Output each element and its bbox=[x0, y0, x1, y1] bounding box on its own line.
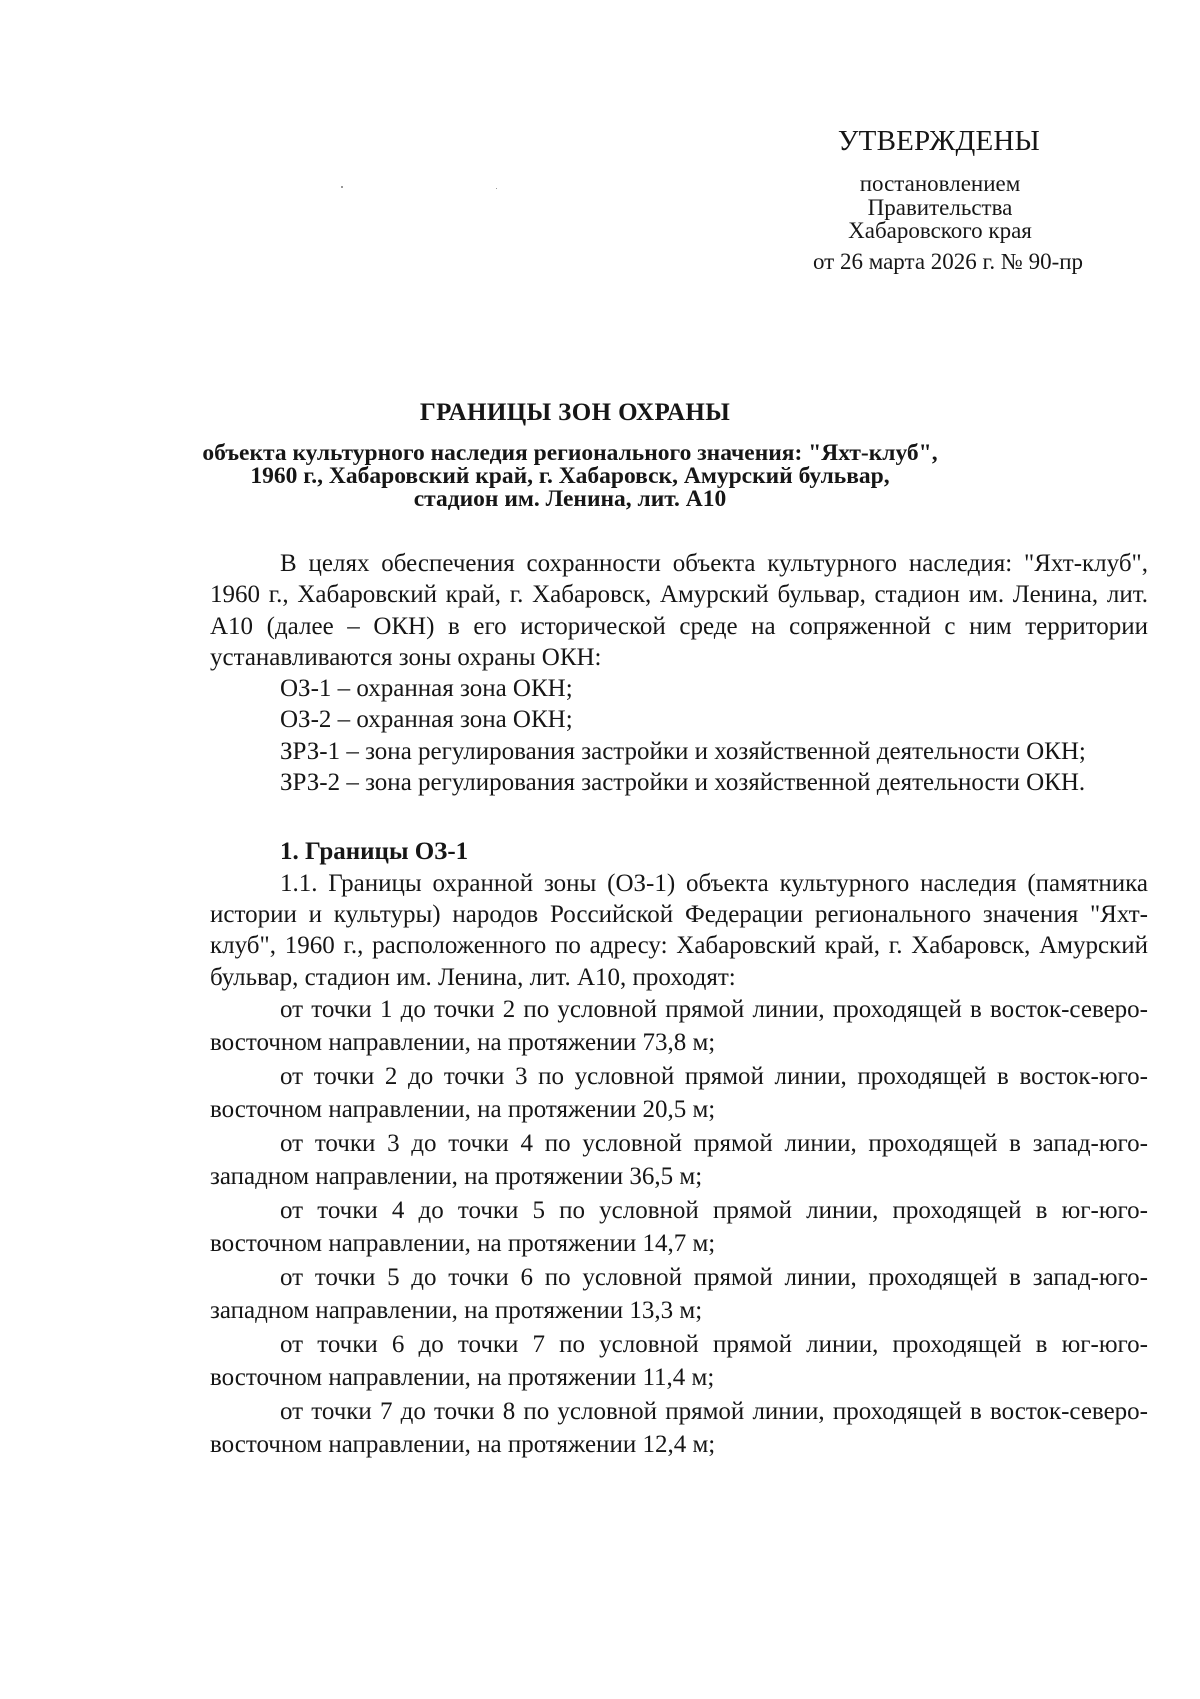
document-title: ГРАНИЦЫ ЗОН ОХРАНЫ bbox=[419, 399, 731, 426]
zone-item: ОЗ-1 – охранная зона ОКН; bbox=[280, 675, 573, 703]
boundary-item: от точки 7 до точки 8 по условной прямой линии, проходящей в восток-северо-восточном направлении, на протяжении 12,4 м; bbox=[210, 1397, 1148, 1459]
decree-reference: от 26 марта 2026 г. № 90-пр bbox=[812, 249, 1084, 274]
zone-item: ЗРЗ-1 – зона регулирования застройки и хозяйственной деятельности ОКН; bbox=[280, 737, 1086, 765]
document-body bbox=[210, 548, 1148, 1462]
approval-heading: УТВЕРЖДЕНЫ bbox=[837, 125, 1041, 157]
subtitle-line: объекта культурного наследия регионального значения: "Яхт-клуб", bbox=[202, 440, 938, 466]
boundary-item: от точки 6 до точки 7 по условной прямой линии, проходящей в юг-юго-восточном направлении, на протяжении 11,4 м; bbox=[210, 1330, 1148, 1392]
approval-authority bbox=[740, 172, 1140, 243]
approval-line: Хабаровского края bbox=[848, 218, 1032, 243]
scan-speck bbox=[341, 186, 343, 188]
document-title-block bbox=[200, 398, 950, 511]
boundary-item: от точки 2 до точки 3 по условной прямой линии, проходящей в восток-юго-восточном направлении, на протяжении 20,5 м; bbox=[210, 1062, 1148, 1124]
zone-item: ЗРЗ-2 – зона регулирования застройки и хозяйственной деятельности ОКН. bbox=[280, 769, 1086, 797]
boundary-item: от точки 5 до точки 6 по условной прямой линии, проходящей в запад-юго-западном направлении, на протяжении 13,3 м; bbox=[210, 1263, 1148, 1325]
subtitle-line: 1960 г., Хабаровский край, г. Хабаровск, Амурский бульвар, bbox=[250, 463, 890, 489]
boundary-item: от точки 3 до точки 4 по условной прямой линии, проходящей в запад-юго-западном направлении, на протяжении 36,5 м; bbox=[210, 1129, 1148, 1191]
section-content bbox=[210, 868, 1148, 1462]
intro-paragraph: В целях обеспечения сохранности объекта культурного наследия: "Яхт-клуб", 1960 г., Хабаровский край, г. Хабаровск, Амурский бульвар, стадион им. Ленина, лит. А10 (далее – ОКН) в его исторической среде на сопряженной с ним территории устанавливаются зоны охраны ОКН: bbox=[210, 550, 1148, 671]
boundary-item: от точки 4 до точки 5 по условной прямой линии, проходящей в юг-юго-восточном направлении, на протяжении 14,7 м; bbox=[210, 1196, 1148, 1258]
approval-block bbox=[740, 124, 1140, 274]
subtitle-line: стадион им. Ленина, лит. А10 bbox=[413, 486, 727, 512]
approval-line: Правительства bbox=[867, 194, 1013, 220]
scan-speck bbox=[496, 188, 497, 189]
boundary-item: от точки 1 до точки 2 по условной прямой линии, проходящей в восток-северо-восточном направлении, на протяжении 73,8 м; bbox=[210, 995, 1148, 1057]
zone-item: ОЗ-2 – охранная зона ОКН; bbox=[280, 706, 573, 734]
section-heading: 1. Границы ОЗ-1 bbox=[280, 838, 469, 866]
approval-line: постановлением bbox=[859, 171, 1021, 196]
section-paragraph: 1.1. Границы охранной зоны (ОЗ-1) объекта культурного наследия (памятника истории и культуры) народов Российской Федерации регионального значения "Яхт-клуб", 1960 г., расположенного по адресу: Хабаровский край, г. Хабаровск, Амурский бульвар, стадион им. Ленина, лит. А10, проходят: bbox=[210, 869, 1148, 991]
document-subtitle bbox=[190, 442, 950, 511]
